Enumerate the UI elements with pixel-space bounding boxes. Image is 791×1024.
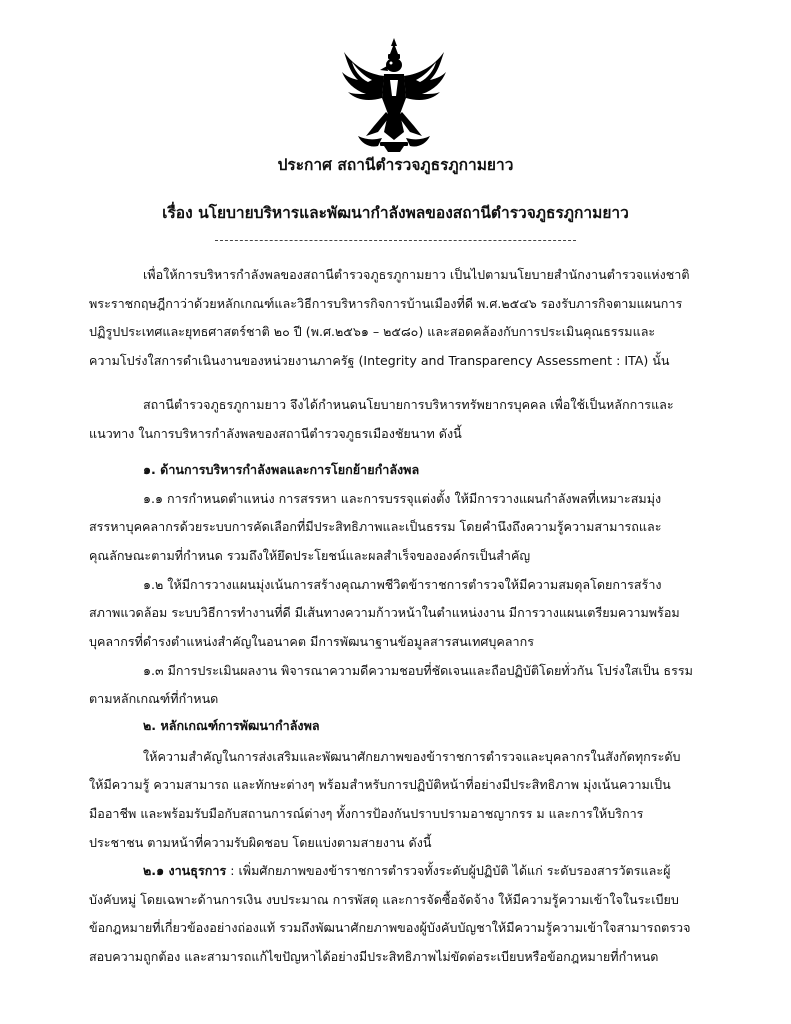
section-1-3-line: ตามหลักเกณฑ์ที่กำหนด xyxy=(89,691,219,706)
section-2-line: ประชาชน ตามหน้าที่ความรับผิดชอบ โดยแบ่งตามสายงาน ดังนี้ xyxy=(89,835,432,850)
section-2-1-text: : เพิ่มศักยภาพของข้าราชการตำรวจทั้งระดับผู้ปฏิบัติ ได้แก่ ระดับรองสารวัตรและผู้ xyxy=(226,863,671,878)
intro-line: พระราชกฤษฎีกาว่าด้วยหลักเกณฑ์และวิธีการบริหารกิจการบ้านเมืองที่ดี พ.ศ.๒๕๔๖ รองรับภารกิจตามแผนการ xyxy=(89,296,683,311)
section-2-1-line: บังคับหมู่ โดยเฉพาะด้านการเงิน งบประมาณ การพัสดุ และการจัดซื้อจัดจ้าง ให้มีความรู้ความเข้าใจในระเบียบ xyxy=(89,892,679,907)
section-2-1-label: ๒.๑ งานธุรการ xyxy=(143,863,227,878)
policy-paragraph-line: แนวทาง ในการบริหารกำลังพลของสถานีตำรวจภูธรเมืองชัยนาท ดังนี้ xyxy=(89,426,462,441)
section-1-2-line: บุคลากรที่ดำรงตำแหน่งสำคัญในอนาคต มีการพัฒนาฐานข้อมูลสารสนเทศบุคลากร xyxy=(89,634,534,649)
intro-line: ปฏิรูปประเทศและยุทธศาสตร์ชาติ ๒๐ ปี (พ.ศ.๒๕๖๑ – ๒๕๘๐) และสอดคล้องกับการประเมินคุณธรรมและ xyxy=(89,324,656,339)
section-1-1-line: สรรหาบุคคลากรด้วยระบบการคัดเลือกที่มีประสิทธิภาพและเป็นธรรม โดยคำนึงถึงความรู้ความสามารถและ xyxy=(89,519,662,534)
section-2-1-first-line xyxy=(143,862,670,880)
section-1-3-line: ๑.๓ มีการประเมินผลงาน พิจารณาความดีความชอบที่ชัดเจนและถือปฏิบัติโดยทั่วกัน โปร่งใสเป็น ธรรม xyxy=(143,663,693,678)
garuda-emblem-icon xyxy=(338,36,450,154)
section-2-1-line: สอบความถูกต้อง และสามารถแก้ไขปัญหาได้อย่างมีประสิทธิภาพไม่ขัดต่อระเบียบหรือข้อกฎหมายที่กำหนด xyxy=(89,949,659,964)
intro-line: เพื่อให้การบริหารกำลังพลของสถานีตำรวจภูธรภูกามยาว เป็นไปตามนโยบายสำนักงานตำรวจแห่งชาติ xyxy=(143,267,690,282)
section-1-2-line: สภาพแวดล้อม ระบบวิธีการทำงานที่ดี มีเส้นทางความก้าวหน้าในตำแหน่งงาน มีการวางแผนเตรียมความพร้อม xyxy=(89,605,680,620)
section-1-2-line: ๑.๒ ให้มีการวางแผนมุ่งเน้นการสร้างคุณภาพชีวิตข้าราชการตำรวจให้มีความสมดุลโดยการสร้าง xyxy=(143,577,662,592)
section-2-1-line: ข้อกฎหมายที่เกี่ยวข้องอย่างถ่องแท้ รวมถึงพัฒนาศักยภาพของผู้บังคับบัญชาให้มีความรู้ความเข้าใจสามารถตรวจ xyxy=(89,920,691,935)
section-2-line: มืออาชีพ และพร้อมรับมือกับสถานการณ์ต่างๆ ทั้งการป้องกันปราบปรามอาชญากรร ม และการให้บริการ xyxy=(89,806,644,821)
section-2-heading: ๒. หลักเกณฑ์การพัฒนากำลังพล xyxy=(143,718,320,733)
section-1-1-line: คุณลักษณะตามที่กำหนด รวมถึงให้ยึดประโยชน์และผลสำเร็จขององค์กรเป็นสำคัญ xyxy=(89,548,531,563)
section-1-1-line: ๑.๑ การกำหนดตำแหน่ง การสรรหา และการบรรจุแต่งตั้ง ให้มีการวางแผนกำลังพลที่เหมาะสมมุ่ง xyxy=(143,491,662,506)
separator-line xyxy=(215,240,576,241)
section-2-line: ให้มีความรู้ ความสามารถ และทักษะต่างๆ พร้อมสำหรับการปฏิบัติหน้าที่อย่างมีประสิทธิภาพ มุ่งเน้นความเป็น xyxy=(89,777,671,792)
section-2-line: ให้ความสำคัญในการส่งเสริมและพัฒนาศักยภาพของข้าราชการตำรวจและบุคลากรในสังกัดทุกระดับ xyxy=(143,749,681,764)
intro-line: ความโปร่งใสการดำเนินงานของหน่วยงานภาครัฐ (Integrity and Transparency Assessment : ITA) นั้น xyxy=(89,353,670,368)
section-1-heading: ๑. ด้านการบริหารกำลังพลและการโยกย้ายกำลังพล xyxy=(143,462,420,477)
policy-paragraph-line: สถานีตำรวจภูธรภูกามยาว จึงได้กำหนดนโยบายการบริหารทรัพยากรบุคคล เพื่อใช้เป็นหลักการและ xyxy=(143,397,674,412)
announcement-subject: เรื่อง นโยบายบริหารและพัฒนากำลังพลของสถานีตำรวจภูธรภูกามยาว xyxy=(162,204,629,222)
announcement-title: ประกาศ สถานีตำรวจภูธรภูกามยาว xyxy=(277,156,514,174)
